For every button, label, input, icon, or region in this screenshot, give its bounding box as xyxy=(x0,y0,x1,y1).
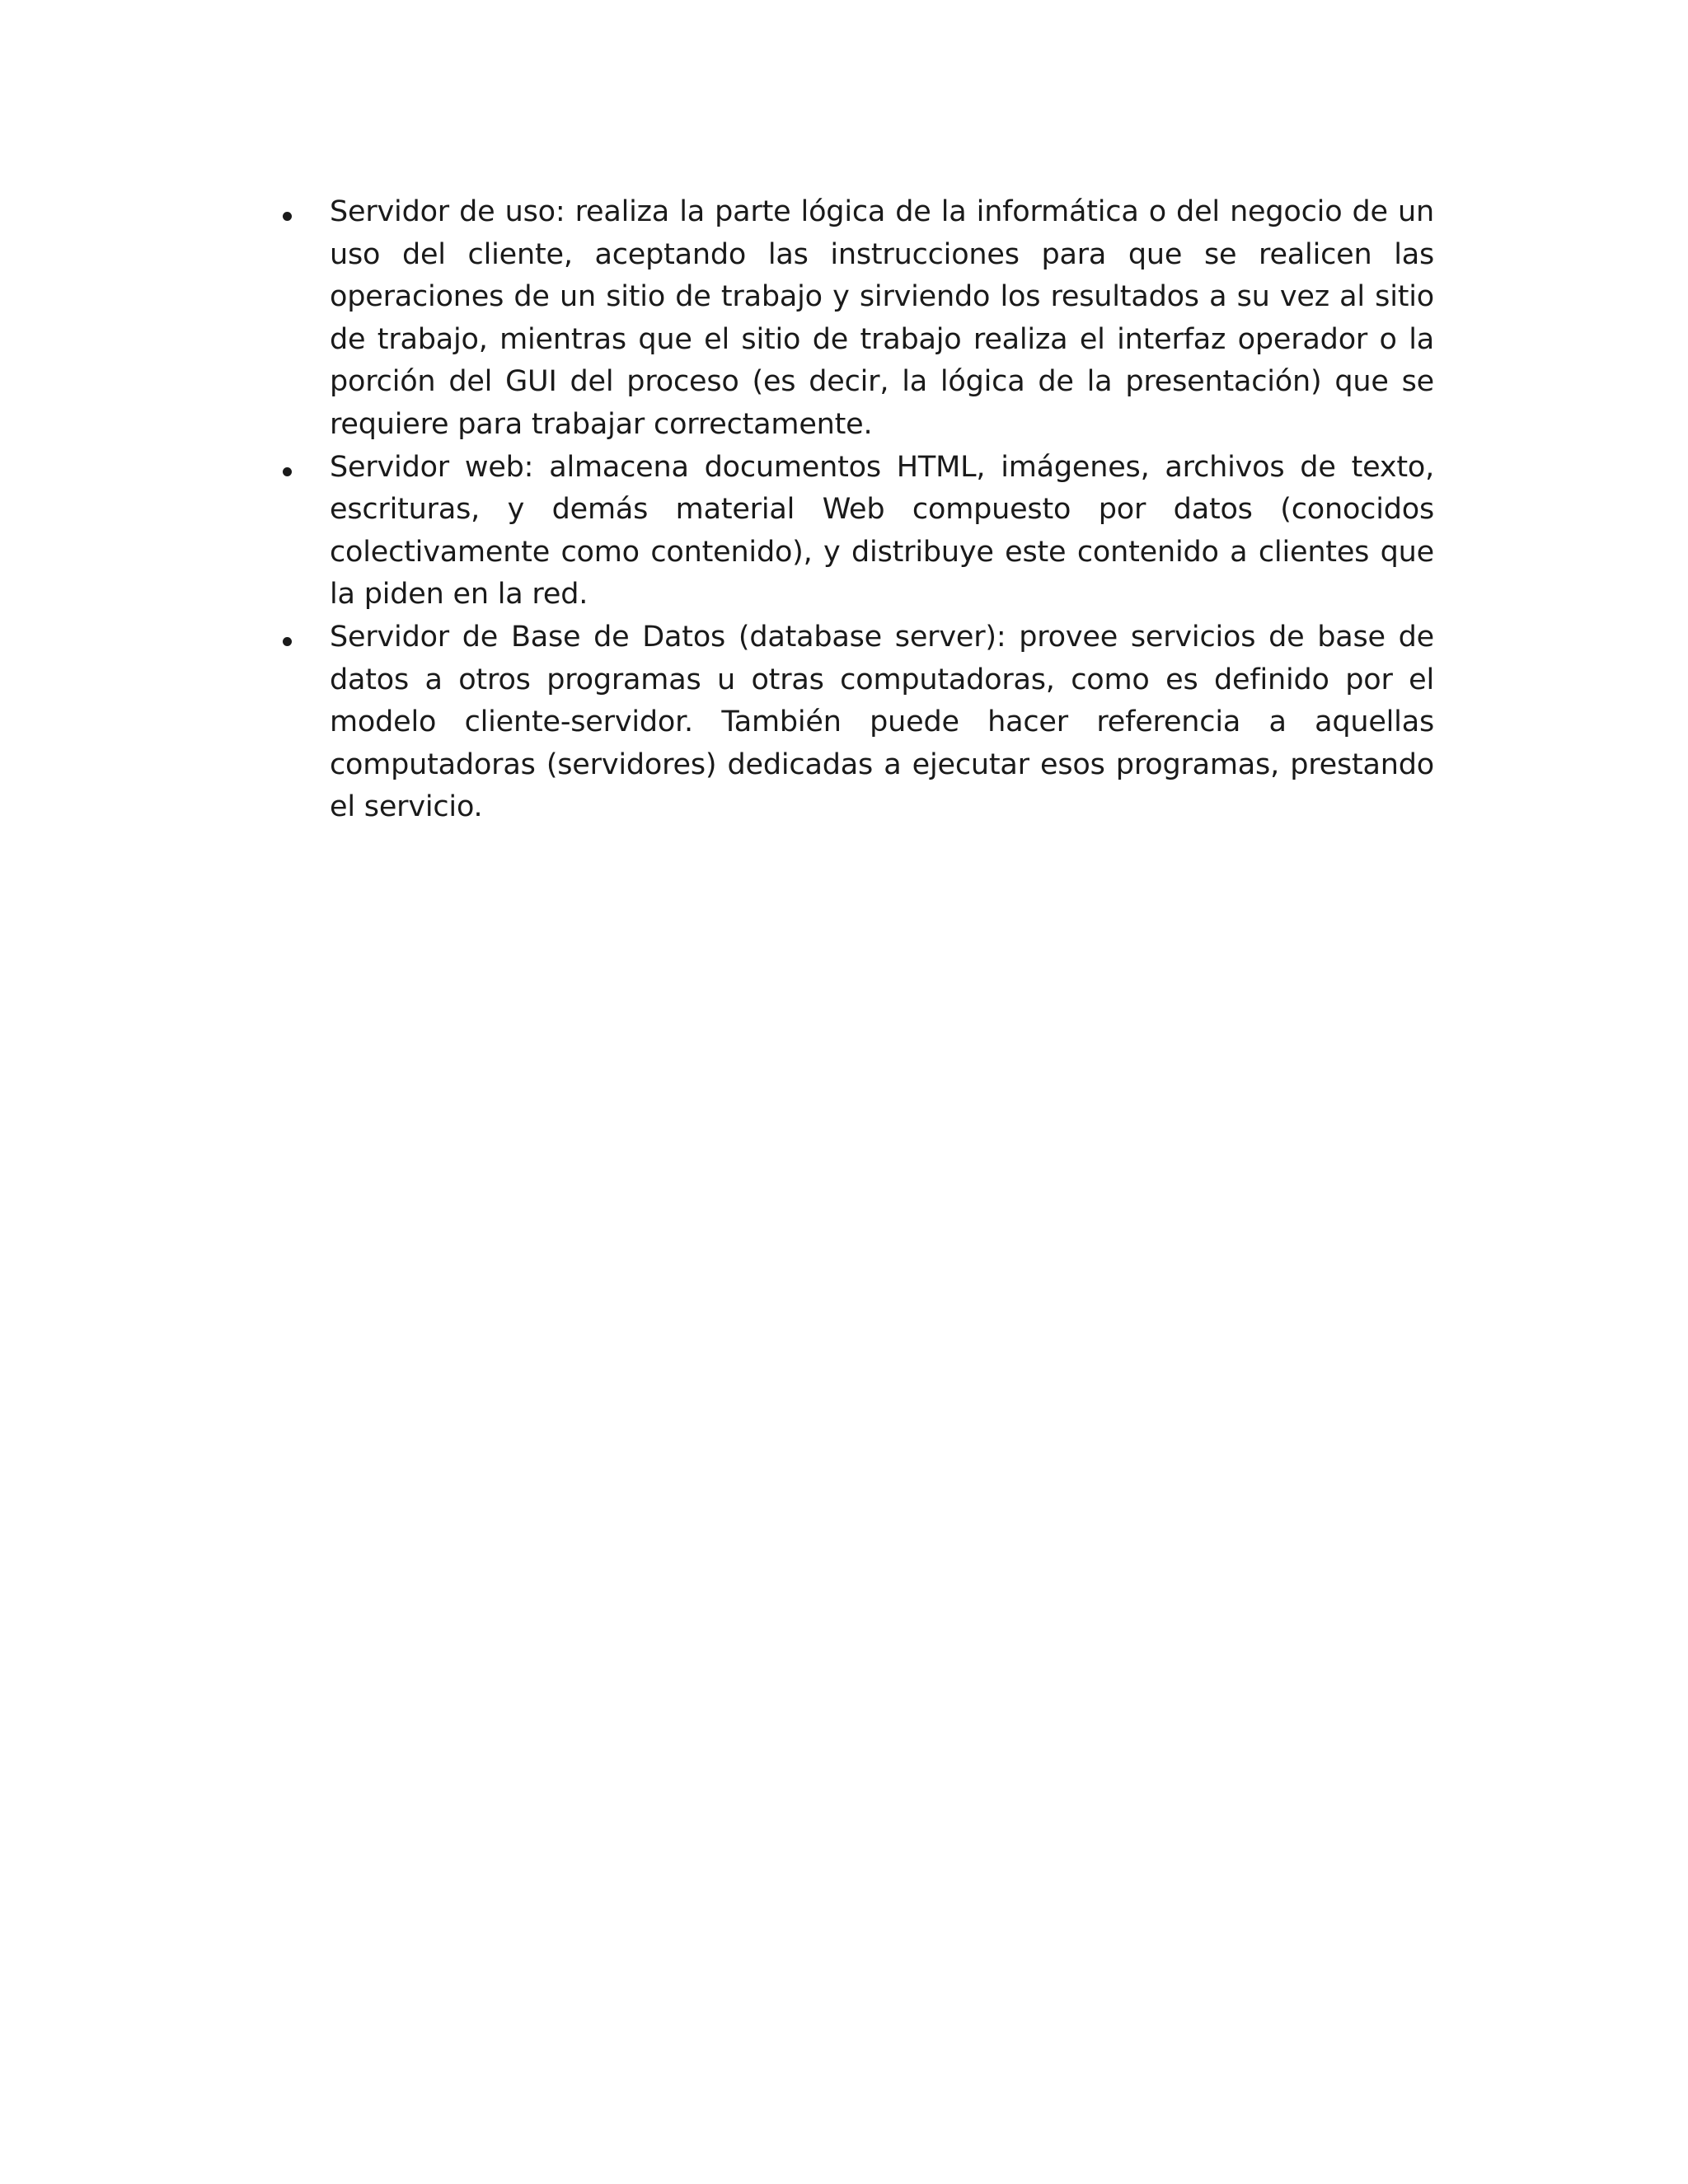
bullet-text-servidor-de-uso: Servidor de uso: realiza la parte lógica de la informática o del negocio de un uso del cliente, aceptando las instrucciones para que se realicen las operaciones de un sitio de trabajo y sirviendo los resultados a su vez al sitio de trabajo, mientras que el sitio de trabajo realiza el interfaz operador o la porción del GUI del proceso (es decir, la lógica de la presentación) que se requiere para trabajar correctamente. xyxy=(330,195,1434,441)
list-item xyxy=(280,447,1434,616)
list-item xyxy=(280,191,1434,447)
bullet-icon xyxy=(283,637,292,646)
bullet-list xyxy=(280,191,1434,829)
bullet-icon xyxy=(283,467,292,476)
bullet-text-servidor-web: Servidor web: almacena documentos HTML, imágenes, archivos de texto, escrituras, y demás material Web compuesto por datos (conocidos colectivamente como contenido), y distribuye este contenido a clientes que la piden en la red. xyxy=(330,450,1434,612)
bullet-text-servidor-de-base-de-datos: Servidor de Base de Datos (database server): provee servicios de base de datos a otros programas u otras computadoras, como es definido por el modelo cliente-servidor. También puede hacer referencia a aquellas computadoras (servidores) dedicadas a ejecutar esos programas, prestando el servicio. xyxy=(330,620,1434,824)
list-item xyxy=(280,616,1434,829)
bullet-icon xyxy=(283,212,292,221)
